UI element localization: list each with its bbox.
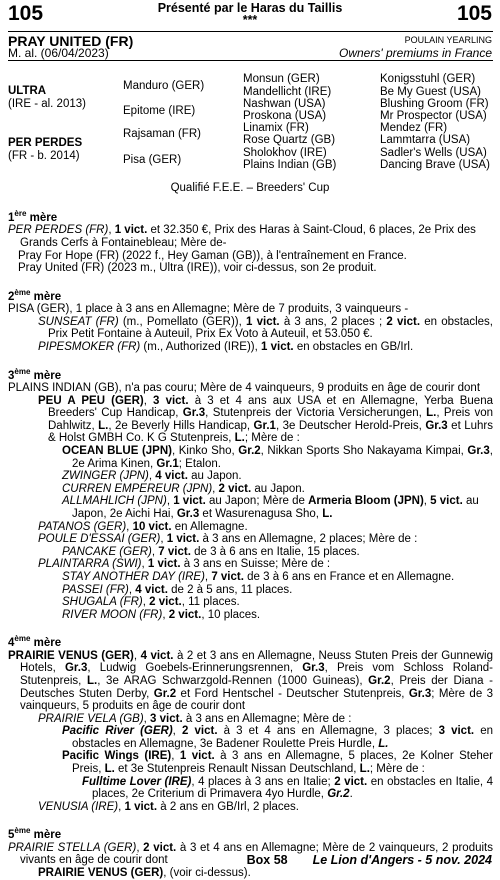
paragraph-produce: Pacific River (GER), 2 vict. à 3 et 4 ans en Allemagne, 3 places; 3 vict. en obstacles en Allemagne, 3e Badener Roulette Preis Hurdle, L. (62, 725, 494, 750)
paragraph-produce: Fulltime Lover (IRE), 4 places à 3 ans en Italie; 2 vict. en obstacles en Italie, 4 places, 2e Criterium di Primavera 4yo Hurdle, Gr.2. (82, 775, 493, 801)
pedigree-sire: ULTRA (8, 85, 47, 97)
paragraph-produce: Pacific Wings (IRE), 1 vict. à 3 ans en Allemagne, 5 places, 2e Kolner Steher Preis, L. et 3e Stutenpreis Renault Nissan Deutschland, L.; Mère de : (62, 750, 493, 776)
paragraph-produce: OCEAN BLUE (JPN), Kinko Sho, Gr.2, Nikkan Sports Sho Nakayama Kimpai, Gr.3, 2e Arima Kinen, Gr.1; Etalon. (62, 444, 493, 470)
pedigree-gen3-item: Linamix (FR) (243, 122, 309, 134)
paragraph-produce: ZWINGER (JPN), 4 vict. au Japon. (62, 470, 242, 483)
paragraph-produce: PLAINTARRA (SWI), 1 vict. à 3 ans en Suisse; Mère de : (38, 558, 331, 571)
paragraph-2nd-dam: PISA (GER), 1 place à 3 ans en Allemagne; Mère de 7 produits, 3 vainqueurs - (8, 303, 409, 316)
paragraph-5th-dam: PRAIRIE STELLA (GER), 2 vict. à 3 et 4 ans en Allemagne; Mère de 2 vainqueurs, 2 produits vivants en âge de courir dont (8, 841, 493, 867)
header-rule-top (8, 31, 493, 32)
box-number: Box 58 (246, 853, 288, 867)
section-heading-1ere-mere: 1ère mère (8, 209, 58, 224)
section-heading-4eme-mere: 4ème mère (8, 634, 62, 650)
paragraph-produce: PANCAKE (GER), 7 vict. de 3 à 6 ans en Italie, 15 places. (62, 545, 360, 558)
paragraph-produce: PASSEI (FR), 4 vict. de 2 à 5 ans, 11 places. (62, 583, 293, 596)
paragraph-produce: RIVER MOON (FR), 2 vict., 10 places. (62, 608, 261, 621)
lot-number-left: 105 (8, 2, 44, 25)
pedigree-gen2-item: Rajsaman (FR) (123, 128, 201, 140)
pedigree-gen3-item: Plains Indian (GB) (243, 159, 337, 171)
paragraph-3rd-dam: PLAINS INDIAN (GB), n'a pas couru; Mère de 4 vainqueurs, 9 produits en âge de courir dont (8, 382, 481, 395)
paragraph-produce: ALLMAHLICH (JPN), 1 vict. au Japon; Mère de Armeria Bloom (JPN), 5 vict. au Japon, 2e Aichi Hai, Gr.3 et Wasurenagusa Sho, L. (62, 495, 479, 520)
pedigree-gen4-item: Konigsstuhl (GER) (380, 73, 476, 85)
paragraph-produce: PRAIRIE VENUS (GER), (voir ci-dessus). (38, 867, 251, 880)
pedigree-gen4-item: Be My Guest (USA) (380, 86, 481, 98)
paragraph-produce: PIPESMOKER (FR) (m., Authorized (IRE)), 1 vict. en obstacles en GB/Irl. (38, 341, 414, 353)
footer (247, 853, 492, 867)
horse-name: PRAY UNITED (FR) (8, 33, 134, 49)
family-text (8, 196, 493, 880)
presenter-line: Présenté par le Haras du Taillis *** (157, 1, 343, 27)
header-rule-bottom (8, 60, 493, 61)
paragraph-dam: PER PERDES (FR), 1 vict. et 32.350 €, Prix des Haras à Saint-Cloud, 6 places, 2e Prix des Grands Cerfs à Fontainebleau; Mère de- (8, 224, 476, 250)
pedigree-gen3-item: Sholokhov (IRE) (243, 147, 327, 159)
paragraph-produce: POULE D'ESSAI (GER), 1 vict. à 3 ans en Allemagne, 2 places; Mère de : (38, 533, 418, 546)
pedigree-gen2-item: Manduro (GER) (123, 80, 205, 92)
horse-details: M. al. (06/04/2023) (8, 46, 109, 60)
section-heading-5eme-mere: 5ème mère (8, 826, 62, 842)
paragraph-produce: Pray For Hope (FR) (2022 f., Hey Gaman (GB)), à l'entraînement en France. (18, 249, 407, 262)
pedigree-dam-detail: (FR - b. 2014) (8, 150, 80, 162)
pedigree-gen3-item: Proskona (USA) (243, 110, 327, 122)
paragraph-produce: SHUGALA (FR), 2 vict., 11 places. (62, 596, 240, 609)
paragraph-produce: VENUSIA (IRE), 1 vict. à 2 ans en GB/Irl, 2 places. (38, 800, 300, 813)
pedigree-gen2-item: Pisa (GER) (123, 154, 182, 166)
paragraph-produce: PATANOS (GER), 10 vict. en Allemagne. (38, 520, 248, 533)
pedigree-gen3-item: Nashwan (USA) (243, 98, 326, 110)
section-heading-2eme-mere: 2ème mère (8, 287, 62, 303)
section-heading-3eme-mere: 3ème mère (8, 366, 62, 382)
pedigree-gen2-item: Epitome (IRE) (123, 105, 196, 117)
paragraph-produce: PEU A PEU (GER), 3 vict. à 3 et 4 ans aux USA et en Allemagne, Yerba Buena Breeders' Cup Handicap, Gr.3, Stutenpreis der Victoria Versicherungen, L., Preis von Dahlwitz, L., 2e Beverly Hills Handicap, Gr.1, 3e Deutscher Herold-Preis, Gr.3 et Luhrs & Holst GMBH Co. K G Stutenpreis, L.; Mère de : (38, 394, 494, 445)
pedigree-gen4-item: Sadler's Wells (USA) (380, 147, 487, 159)
sale-info: Le Lion d'Angers - 5 nov. 2024 (312, 853, 492, 867)
horse-category: POULAIN YEARLING (404, 35, 492, 45)
pedigree-gen3-item: Monsun (GER) (243, 73, 320, 85)
pedigree-gen4-item: Lammtarra (USA) (380, 134, 471, 146)
pedigree-gen4-item: Mendez (FR) (380, 122, 448, 134)
pedigree-gen3-item: Rose Quartz (GB) (243, 134, 336, 146)
paragraph-produce: CURREN EMPEREUR (JPN), 2 vict. au Japon. (62, 482, 305, 495)
owners-premiums-note: Owners' premiums in France (339, 46, 492, 60)
pedigree-gen4-item: Mr Prospector (USA) (380, 110, 487, 122)
pedigree-gen3-item: Mandellicht (IRE) (243, 86, 332, 98)
pedigree-sire-detail: (IRE - al. 2013) (8, 98, 86, 110)
paragraph-produce: PRAIRIE VELA (GB), 3 vict. à 3 ans en Allemagne; Mère de : (38, 712, 352, 725)
lot-number-right: 105 (456, 2, 492, 25)
paragraph-produce: STAY ANOTHER DAY (IRE), 7 vict. de 3 à 6 ans en France et en Allemagne. (62, 570, 455, 583)
paragraph-produce: SUNSEAT (FR) (m., Pomellato (GER)), 1 vict. à 3 ans, 2 places ; 2 vict. en obstacles, Prix Petit Fontaine à Auteuil, Prix Ex Voto à Auteuil, et 53.050 €. (38, 315, 493, 341)
qualification-line: Qualifié F.E.E. – Breeders' Cup (170, 182, 330, 194)
pedigree-gen4-item: Dancing Brave (USA) (380, 159, 490, 171)
pedigree-gen4-item: Blushing Groom (FR) (380, 98, 489, 110)
paragraph-4th-dam: PRAIRIE VENUS (GER), 4 vict. à 2 et 3 ans en Allemagne, Neuss Stuten Preis der Gunnewig Hotels, Gr.3, Ludwig Goebels-Erinnerungsrennen, Gr.3, Preis vom Schloss Roland-Stutenpreis, L., 3e ARAG Schwarzgold-Rennen (1000 Guineas), Gr.2, Preis der Diana - Deutsches Stuten Derby, Gr.2 et Ford Hentschel - Deutscher Stutenpreis, Gr.3; Mère de 3 vainqueurs, 5 produits en âge de courir dont (8, 649, 493, 713)
paragraph-produce: Pray United (FR) (2023 m., Ultra (IRE)), voir ci-dessus, son 2e produit. (18, 262, 377, 275)
pedigree-dam: PER PERDES (8, 137, 83, 149)
